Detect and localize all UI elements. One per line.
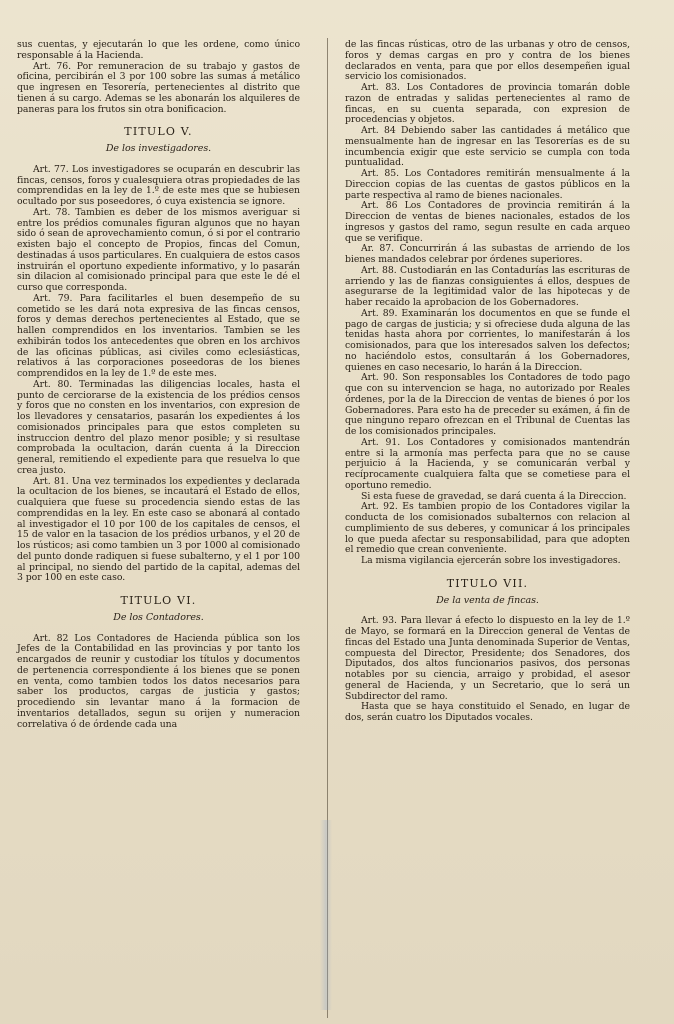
article-90: Art. 90. Son responsables los Contadores de todo pago que con su intervencion se haga, no autorizado por Reales órdenes, por la de la Direccion de ventas de bienes ó por los Gobernadores. Para esto ha de preceder su exámen, á fin de que ninguno reparo ofrezcan en el Tribunal de Cuentas las de los comisionados principales. bbox=[345, 372, 630, 437]
article-79: Art. 79. Para facilitarles el buen desempeño de su cometido se les dará nota expresiva de las fincas censos, foros y demas derechos pertenecientes al Estado, que se hallen comprendidos en los inventarios. Tambien se les exhibirán todos los antecedentes que obren en los archivos de las oficinas públicas, asi civiles como eclesiásticas, relativos á las corporaciones poseedoras de los bienes comprendidos en la ley de 1.º de este mes. bbox=[17, 292, 300, 379]
article-89: Art. 89. Examinarán los documentos en que se funde el pago de cargas de justicia; y si ofreciese duda alguna de las tenidas hasta ahora por corrientes, lo manifestarán á los comisionados, para que los interesados salven los defectos; no haciéndolo estos, consultarán á los Gobernadores, quienes en caso necesario, lo harán á la Direccion. bbox=[345, 307, 630, 373]
article-76: Art. 76. Por remuneracion de su trabajo y gastos de oficina, percibirán el 3 por 100 sobre las sumas á metálico que ingresen en Tesorería, pertenecientes al distrito que tienen á su cargo. Ademas se les abonarán los alquileres de paneras para los frutos sin otra bonificacion. bbox=[17, 60, 300, 115]
paragraph-gravedad: Si esta fuese de gravedad, se dará cuenta á la Direccion. bbox=[361, 490, 627, 502]
article-82: Art. 82 Los Contadores de Hacienda pública son los Jefes de la Contabilidad en las provincias y por tanto los encargados de reunir y custodiar los títulos y documentos de pertenencia correspondiente á los bienes que se ponen en venta, como tambien todos los datos necesarios para saber los productos, cargas de justicia y gastos; procediendo sin levantar mano á la formacion de inventarios detallados, segun su orijen y numeracion correlativa ó de órdende cada una bbox=[17, 632, 300, 730]
right-column bbox=[345, 40, 630, 724]
article-86: Art. 86 Los Contadores de provincia remitirán á la Direccion de ventas de bienes nacionales, estados de los ingresos y gastos del ramo, segun resulte en cada arqueo que se verifique. bbox=[345, 200, 630, 244]
title-titulo-vii: TITULO VII. bbox=[446, 576, 529, 590]
article-84: Art. 84 Debiendo saber las cantidades á metálico que mensualmente han de ingresar en las Tesorerías es de su incumbencia exigir que este servicio se cumpla con toda puntualidad. bbox=[345, 125, 630, 169]
article-83: Art. 83. Los Contadores de provincia tomarán doble razon de entradas y salidas pertenecientes al ramo de fincas, en su cuenta separada, con expresion de procedencias y objetos. bbox=[345, 82, 630, 126]
paragraph-continuation-right: de las fincas rústicas, otro de las urbanas y otro de censos, foros y demas cargas en pro y contra de los bienes declarados en venta, para que por ellos desempeñen igual servicio los comisionados. bbox=[345, 39, 630, 83]
article-77: Art. 77. Los investigadores se ocuparán en descubrir las fincas, censos, foros y cualesquiera otras propiedades de las comprendidas en la ley de 1.º de este mes que se hubiesen ocultado por sus poseedores, ó cuya existencia se ignore. bbox=[17, 163, 300, 207]
paper-stain bbox=[320, 820, 332, 1010]
article-91: Art. 91. Los Contadores y comisionados mantendrán entre si la armonía mas perfecta para que no se cause perjuicio á la Hacienda, y se comunicarán verbal y recíprocamente cualquiera falta que se cometiese para el oportuno remedio. bbox=[345, 436, 630, 491]
subtitle-contadores: De los Contadores. bbox=[113, 611, 204, 623]
article-81: Art. 81. Una vez terminados los expedientes y declarada la ocultacion de los bienes, se incautará el Estado de ellos, cualquiera que fuese su procedencia siendo estas de las comprendidas en la ley. En este caso se abonará al contado al investigador el 10 por 100 de los capitales de censos, el 15 de valor en la tasacion de los prédios urbanos, y el 20 de los rústicos; asi como tambien un 3 por 1000 al comisionado del punto donde radiquen si fuese subalterno, y el 1 por 100 al principal, no siendo del partido de la capital, ademas del 3 por 100 en este caso. bbox=[17, 475, 300, 584]
article-92: Art. 92. Es tambien propio de los Contadores vigilar la conducta de los comisionados subalternos con relacion al cumplimiento de sus deberes, y comunicar á los principales lo que pueda afectar su responsabilidad, para que adopten el remedio que crean conveniente. bbox=[345, 501, 630, 556]
article-80: Art. 80. Terminadas las diligencias locales, hasta el punto de cerciorarse de la existencia de los prédios censos y foros que no consten en los inventarios, con expresion de los llevadores y censatarios, pasarán los expedientes á los comisionados principales para que estos completen su instruccion dentro del plazo menor posible; y si resultase comprobada la ocultacion, darán cuenta á la Direccion general, remitiendo el expediente para que resuelva lo que crea justo. bbox=[17, 378, 300, 476]
title-titulo-v: TITULO V. bbox=[124, 125, 193, 139]
subtitle-venta-fincas: De la venta de fincas. bbox=[436, 594, 539, 606]
article-85: Art. 85. Los Contadores remitirán mensualmente á la Direccion copias de las cuentas de gastos públicos en la parte respectiva al ramo de bienes nacionales. bbox=[345, 168, 630, 201]
paragraph-senado: Hasta que se haya constituido el Senado, en lugar de dos, serán cuatro los Diputados vocales. bbox=[345, 701, 630, 723]
left-column bbox=[17, 40, 300, 730]
article-93: Art. 93. Para llevar á efecto lo dispuesto en la ley de 1.º de Mayo, se formará en la Direccion general de Ventas de fincas del Estado una Junta denominada Superior de Ventas, compuesta del Director, Presidente; dos Senadores, dos Diputados, dos altos funcionarios pasivos, dos personas notables por su ciencia, arraigo y probidad, el asesor general de Hacienda, y un Secretario, que lo será un Subdirector del ramo. bbox=[345, 615, 630, 702]
paragraph-vigilancia: La misma vigilancia ejercerán sobre los investigadores. bbox=[361, 555, 621, 566]
article-88: Art. 88. Custodiarán en las Contadurías las escrituras de arriendo y las de fianzas consiguientes á ellos, despues de asegurarse de la legitimidad valor de las hipotecas y de haber recaido la aprobacion de los Gobernadores. bbox=[345, 264, 630, 308]
subtitle-investigadores: De los investigadores. bbox=[105, 143, 212, 154]
article-87: Ar. 87. Concurrirán á las subastas de arriendo de los bienes mandados celebrar por órdenes superiores. bbox=[345, 243, 630, 265]
article-78: Art. 78. Tambien es deber de los mismos averiguar si entre los prédios comunales figuran algunos que no hayan sido ó sean de aprovechamiento comun, ó si por el contrario existen bajo el concepto de Propios, fincas del Comun, destinadas á usos particulares. En cualquiera de estos casos instruirán el oportuno expediente informativo, y lo pasarán sin dilacion al comisionado principal para que este le dé el curso que corresponda. bbox=[17, 206, 300, 293]
paragraph-continuation: sus cuentas, y ejecutarán lo que les ordene, como único responsable á la Hacienda. bbox=[17, 39, 300, 61]
title-titulo-vi: TITULO VI. bbox=[120, 594, 197, 607]
